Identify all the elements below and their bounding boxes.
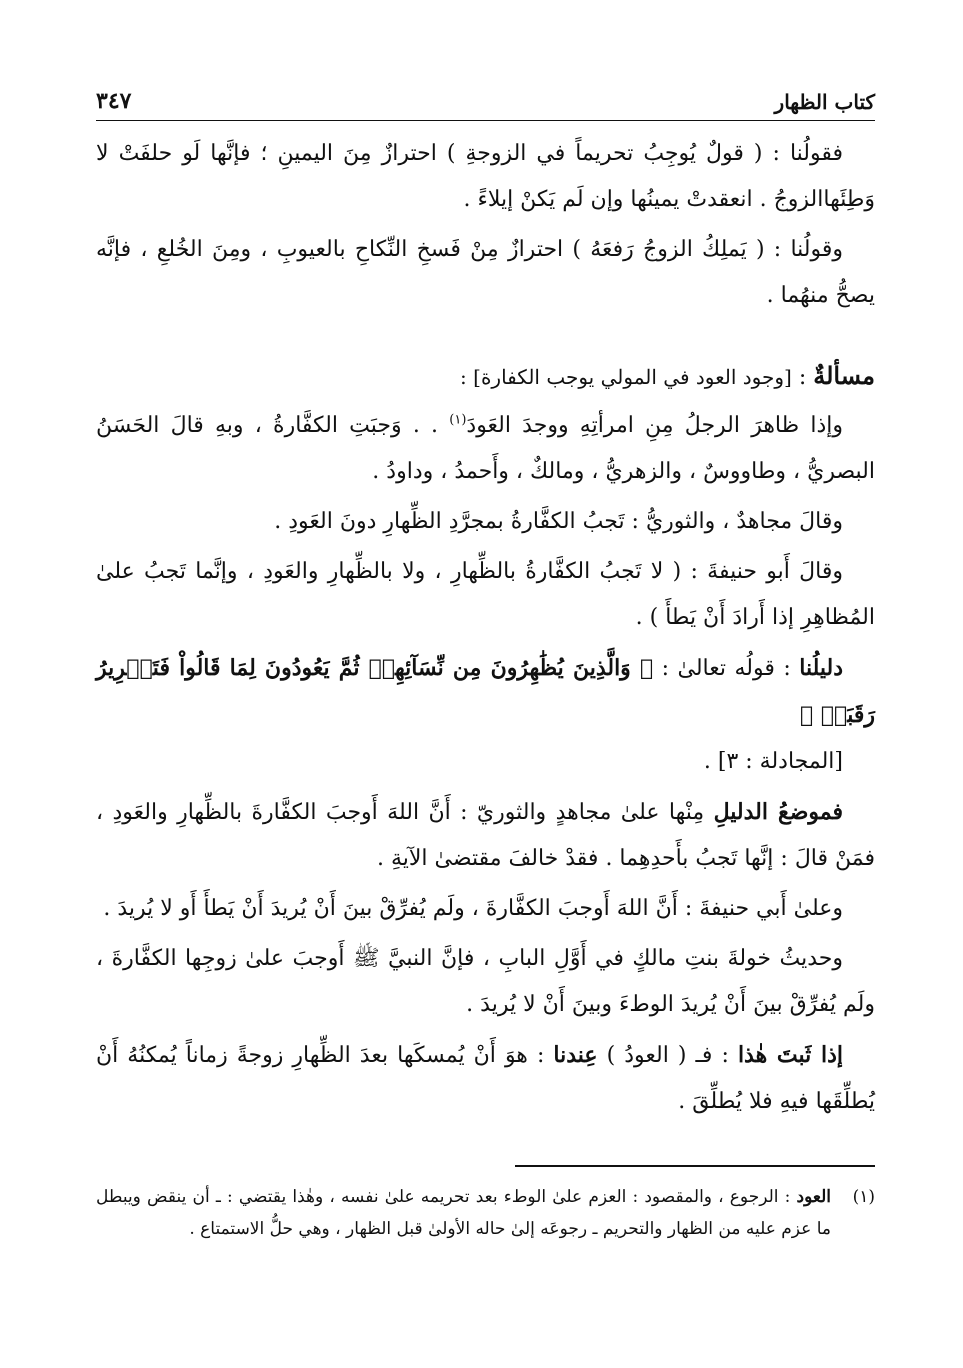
footnote-marker[interactable]: (١) <box>449 412 467 428</box>
paragraph-8: وعلىٰ أَبي حنيفةَ : أَنَّ اللهَ أَوجبَ الكفَّارةَ ، ولَم يُفرِّقْ بينَ أَنْ يُريدَ أَنْ يَطأَ أَو لا يُريدَ . <box>103 896 843 921</box>
masala-label: مسألةٌ <box>813 361 875 390</box>
paragraph-3-after: . . وَجبَتِ الكفَّارةُ ، وبهِ قالَ الحَسَنُ البصريُّ ، وطاووسٌ ، والزهريُّ ، ومالكٌ ، وأَحمدُ ، وداودُ . <box>96 413 875 484</box>
quran-verse: ﴿ وَالَّذِينَ يُظَٰهِرُونَ مِن نِّسَآئِهِمۡ ثُمَّ يَعُودُونَ لِمَا قَالُواْ فَتَحۡرِيرُ رَقَبَةٖ ﴾ <box>96 655 875 728</box>
footnote-text: : الرجوع ، والمقصود : العزم علىٰ الوطء بعد تحريمه علىٰ نفسه ، وهٰذا يقتضي : ـ أن ينقض ويبطل ما عزم عليه من الظهار والتحريم ـ رجوعَه إلىٰ حاله الأولىٰ قبل الظهار ، وهي حلُّ الاستمتاع . <box>96 1187 831 1239</box>
paragraph-3 <box>96 403 875 495</box>
paragraph-6 <box>96 645 875 739</box>
header-rule <box>96 120 875 121</box>
footnote-lead: العود <box>796 1187 831 1207</box>
paragraph-10 <box>96 1032 875 1125</box>
footnote <box>96 1181 875 1245</box>
footnote-number: (١) <box>852 1187 875 1207</box>
masala-heading <box>96 353 875 401</box>
paragraph-2: وقولُنا : ( يَملِكُ الزوجُ رَفعَهُ ) احترازٌ مِنْ فَسخِ النِّكاحِ بالعيوبِ ، ومِنَ الخُلعِ ، فإنَّه يصحُّ منهُما . <box>96 237 875 308</box>
paragraph-10-lead: إذا ثَبتَ هٰذا <box>737 1042 843 1068</box>
paragraph-6-lead: دليلُنا <box>799 655 843 681</box>
paragraph-9: وحديثُ خولةَ بنتِ مالكٍ في أَوَّلِ البابِ ، فإنَّ النبيَّ ﷺ أَوجبَ علىٰ زوجِها الكفَّارةَ ، ولَم يُفرِّقْ بينَ أَنْ يُريدَ الوطءَ وبينَ أَنْ لا يُريدَ . <box>96 946 875 1017</box>
running-header <box>96 78 875 114</box>
paragraph-6-text: : قولُه تعالىٰ : <box>653 656 800 681</box>
paragraph-4: وقالَ مجاهدٌ ، والثوريُّ : تَجبُ الكفَّارةُ بمجرَّدِ الظِّهارِ دونَ العَودِ . <box>274 509 843 534</box>
paragraph-10-mid: : فـ ( العودُ ) <box>597 1043 738 1068</box>
paragraph-10-text: : هوَ أَنْ يُمسكَها بعدَ الظِّهارِ زوجةً زماناً يُمكنُهُ أَنْ يُطلِّقَها فيهِ فلا يُطلِّقَ . <box>96 1043 875 1114</box>
book-page <box>96 78 875 1328</box>
page-number: ٣٤٧ <box>96 88 132 114</box>
masala-separator: : <box>791 365 814 390</box>
paragraph-3-before: وإذا ظاهرَ الرجلُ مِنِ امرأتِهِ ووجدَ العَودَ <box>466 413 843 438</box>
paragraph-10-lead2: عِندنا <box>553 1042 598 1068</box>
paragraph-5: وقالَ أَبو حنيفةَ : ( لا تَجبُ الكفَّارةُ بالظِّهارِ ، ولا بالظِّهارِ والعَودِ ، وإنَّما تَجبُ علىٰ المُظاهِرِ إذا أَرادَ أَنْ يَطأَ ) . <box>96 559 875 630</box>
paragraph-1: فقولُنا : ( قولٌ يُوجِبُ تحريماً في الزوجةِ ) احترازٌ مِنَ اليمينِ ؛ فإنَّها لَو حلفَتْ لا وَطِئَهاالزوجُ . انعقدتْ يمينُها وإن لَم يَكنْ إيلاءً . <box>96 141 875 212</box>
footnote-rule <box>515 1165 875 1167</box>
paragraph-7-text: مِنْها علىٰ مجاهدٍ والثوريّ : أَنَّ اللهَ أَوجبَ الكفَّارةَ بالظِّهارِ والعَودِ ، فمَنْ قالَ : إنَّها تَجبُ بأَحدِهِما . فقدْ خالفَ مقتضىٰ الآيةِ . <box>96 800 875 871</box>
chapter-title: كتاب الظهار <box>774 90 875 114</box>
masala-title: [وجود العود في المولي يوجب الكفارة] : <box>460 365 792 389</box>
verse-reference: [المجادلة : ٣] . <box>703 749 843 774</box>
paragraph-7 <box>96 789 875 882</box>
paragraph-7-lead: فموضعُ الدليلِ <box>713 799 843 825</box>
